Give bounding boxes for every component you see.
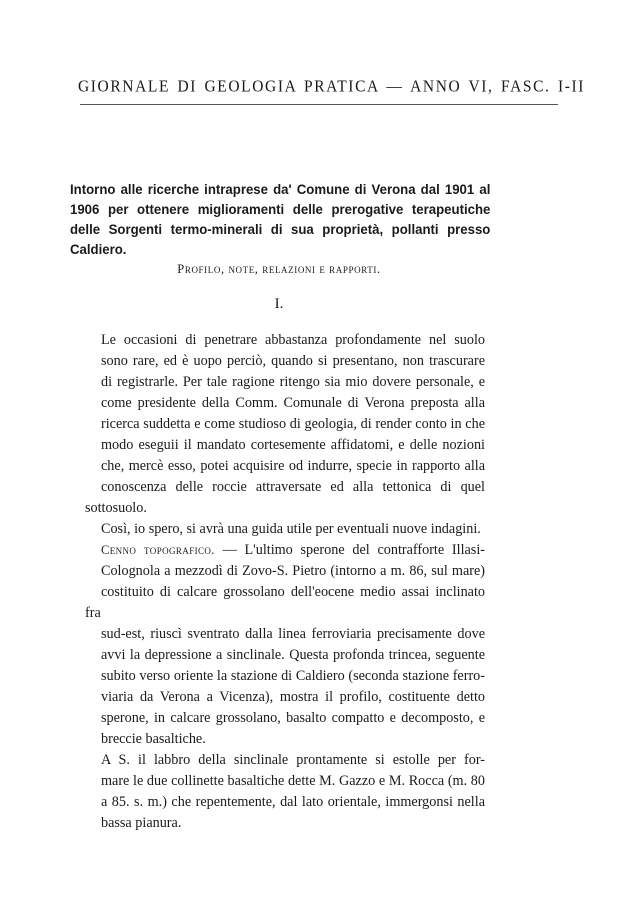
text-line: Le occasioni di penetrare abbastanza profondamente nel suolo (101, 332, 485, 348)
text-line: viaria da Verona a Vicenza), mostra il profilo, costituente detto (101, 689, 485, 705)
paragraph (85, 750, 485, 834)
text-line: a 85. s. m.) che repentemente, dal lato orientale, immergonsi nella (101, 794, 485, 810)
text-line: Così, io spero, si avrà una guida utile per eventuali nuove indagini. (101, 521, 481, 537)
text-line: modo eseguii il mandato cortesemente affidatomi, e delle nozioni (101, 437, 485, 453)
text-line: di registrarle. Per tale ragione ritengo sia mio dovere personale, e (101, 374, 485, 390)
paragraph (85, 540, 485, 750)
section-lead: Cenno topografico. (101, 543, 215, 557)
body-text (85, 330, 485, 834)
text-line: che, mercè esso, potei acquisire od indurre, specie in rapporto alla (101, 458, 485, 474)
text-line (85, 540, 485, 561)
text-line: mare le due collinette basaltiche dette M. Gazzo e M. Rocca (m. 80 (101, 773, 485, 789)
header-rule (80, 104, 558, 105)
text-line: sperone, in calcare grossolano, basalto compatto e decomposto, e (101, 710, 485, 726)
text-line: subito verso oriente la stazione di Caldiero (seconda stazione ferro- (101, 668, 485, 684)
text-line: A S. il labbro della sinclinale prontamente si estolle per for- (101, 752, 485, 768)
article-title (70, 180, 490, 260)
text-line: breccie basaltiche. (101, 731, 206, 747)
text-line: sud-est, riuscì sventrato dalla linea ferroviaria precisamente dove (101, 626, 485, 642)
title-line: 1906 per ottenere miglioramenti delle prerogative terapeutiche (70, 202, 491, 218)
paragraph (85, 330, 485, 540)
lead-rest: — L'ultimo sperone del contrafforte Illasi- (214, 542, 485, 558)
article-subtitle: Profilo, note, relazioni e rapporti. (177, 262, 381, 276)
title-line: Intorno alle ricerche intraprese da' Comune di Verona dal 1901 al (70, 182, 491, 198)
text-line: come presidente della Comm. Comunale di Verona preposta alla (101, 395, 485, 411)
text-line: conoscenza delle roccie attraversate ed alla tettonica di quel sottosuolo. (85, 479, 485, 516)
title-line: delle Sorgenti termo-minerali di sua proprietà, pollanti presso (70, 222, 491, 238)
section-numeral: I. (274, 296, 284, 312)
text-line: avvi la depressione a sinclinale. Questa profonda trincea, seguente (101, 647, 485, 663)
text-line: Colognola a mezzodì di Zovo-S. Pietro (intorno a m. 86, sul mare) (101, 563, 485, 579)
title-line: Caldiero. (70, 242, 127, 258)
text-line: ricerca suddetta e come studioso di geologia, di render conto in che (101, 416, 485, 432)
running-header: GIORNALE DI GEOLOGIA PRATICA — ANNO VI, FASC. I-II (78, 77, 586, 97)
text-line: sono rare, ed è uopo perciò, quando si presentano, non trascurare (101, 353, 485, 369)
text-line: bassa pianura. (101, 815, 182, 831)
text-line: costituito di calcare grossolano dell'eocene medio assai inclinato fra (85, 584, 485, 621)
